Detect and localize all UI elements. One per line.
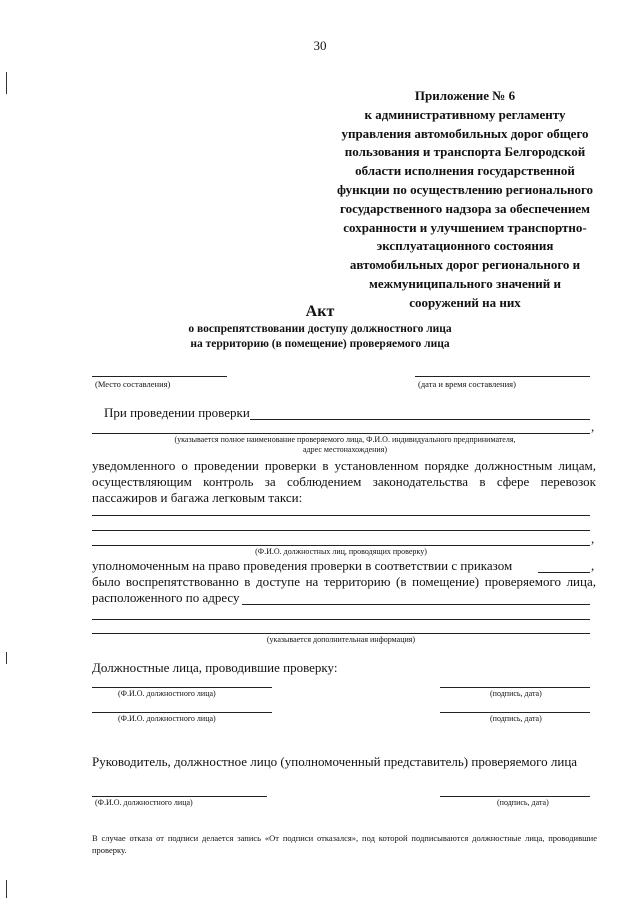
notified-line: пассажиров и багажа легковым такси: xyxy=(92,490,303,505)
additional-info-field xyxy=(92,619,590,620)
appendix-line: управления автомобильных дорог общего xyxy=(341,125,589,141)
appendix-line: автомобильных дорог регионального и xyxy=(349,257,581,273)
official-2-signature-label: (подпись, дата) xyxy=(490,714,542,723)
notified-line: уведомленного о проведении проверки в установленном порядке должностным лицам, xyxy=(92,458,596,473)
comma: , xyxy=(591,531,595,546)
address-prefix: расположенного по адресу xyxy=(92,590,240,605)
appendix-line: государственного надзора за обеспечением xyxy=(340,200,590,216)
notified-line: осуществляющим контроль за соблюдением законодательства в сфере перевозок xyxy=(92,474,596,489)
official-2-signature-field xyxy=(440,712,590,713)
appendix-line: функции по осуществлению регионального xyxy=(336,181,594,197)
additional-info-field xyxy=(92,633,590,634)
officials-field xyxy=(92,530,590,531)
place-label: (Место составления) xyxy=(95,379,171,389)
official-1-name-field xyxy=(92,687,272,688)
inspected-note-line: адрес местонахождения) xyxy=(302,445,388,454)
officials-field xyxy=(92,545,590,546)
page-number: 30 xyxy=(313,38,327,53)
official-2-name-label: (Ф.И.О. должностного лица) xyxy=(118,714,216,723)
date-field-line xyxy=(415,376,590,377)
inspected-name-field-2 xyxy=(92,433,590,434)
appendix-line: пользования и транспорта Белгородской xyxy=(344,144,586,160)
act-subtitle-line: на территорию (в помещение) проверяемого лица xyxy=(190,338,450,350)
official-1-name-label: (Ф.И.О. должностного лица) xyxy=(118,689,216,698)
comma: , xyxy=(591,558,595,573)
official-1-signature-label: (подпись, дата) xyxy=(490,689,542,698)
inspected-note xyxy=(90,435,600,455)
appendix-header xyxy=(300,87,630,313)
official-1-signature-field xyxy=(440,687,590,688)
head-signature-field xyxy=(440,796,590,797)
appendix-line: к административному регламенту xyxy=(364,106,566,122)
head-heading: Руководитель, должностное лицо (уполномоченный представитель) проверяемого лица xyxy=(92,754,578,769)
appendix-line: межмуниципального значений и xyxy=(369,275,561,291)
inspected-name-field xyxy=(250,419,590,420)
officials-field xyxy=(92,515,590,516)
inspected-note-line: (указывается полное наименование проверяемого лица, Ф.И.О. индивидуального предпринимателя, xyxy=(174,435,516,444)
additional-note: (указывается дополнительная информация) xyxy=(266,635,416,644)
officials-heading: Должностные лица, проводившие проверку: xyxy=(92,660,338,675)
place-field-line xyxy=(92,376,227,377)
scan-margin-mark xyxy=(6,652,7,664)
act-title: Акт xyxy=(305,303,335,320)
order-number-field xyxy=(538,572,590,573)
appendix-line: сооружений на них xyxy=(409,294,521,310)
obstructed-line: было воспрепятствованно в доступе на территорию (в помещение) проверяемого лица, xyxy=(92,574,596,589)
scan-margin-mark xyxy=(6,72,7,94)
head-name-label: (Ф.И.О. должностного лица) xyxy=(95,798,193,807)
authorized-prefix: уполномоченным на право проведения проверки в соответствии с приказом xyxy=(92,558,513,573)
date-label: (дата и время составления) xyxy=(418,379,516,389)
act-subtitle xyxy=(0,322,640,352)
act-subtitle-line: о воспрепятствовании доступу должностного лица xyxy=(188,323,452,335)
officials-note: (Ф.И.О. должностных лиц, проводящих проверку) xyxy=(255,547,427,556)
inspection-prefix: При проведении проверки xyxy=(104,405,250,420)
footnote: В случае отказа от подписи делается запись «От подписи отказался», под которой подписываются должностные лица, проводившие проверку. xyxy=(92,833,597,855)
scan-margin-mark xyxy=(6,880,7,898)
appendix-line: области исполнения государственной xyxy=(355,163,575,179)
head-signature-label: (подпись, дата) xyxy=(497,798,549,807)
comma: , xyxy=(591,419,595,434)
appendix-title: Приложение № 6 xyxy=(414,88,516,103)
head-name-field xyxy=(92,796,267,797)
appendix-line: эксплуатационного состояния xyxy=(376,238,554,254)
official-2-name-field xyxy=(92,712,272,713)
address-field xyxy=(242,604,590,605)
appendix-line: сохранности и улучшением транспортно- xyxy=(343,219,587,235)
